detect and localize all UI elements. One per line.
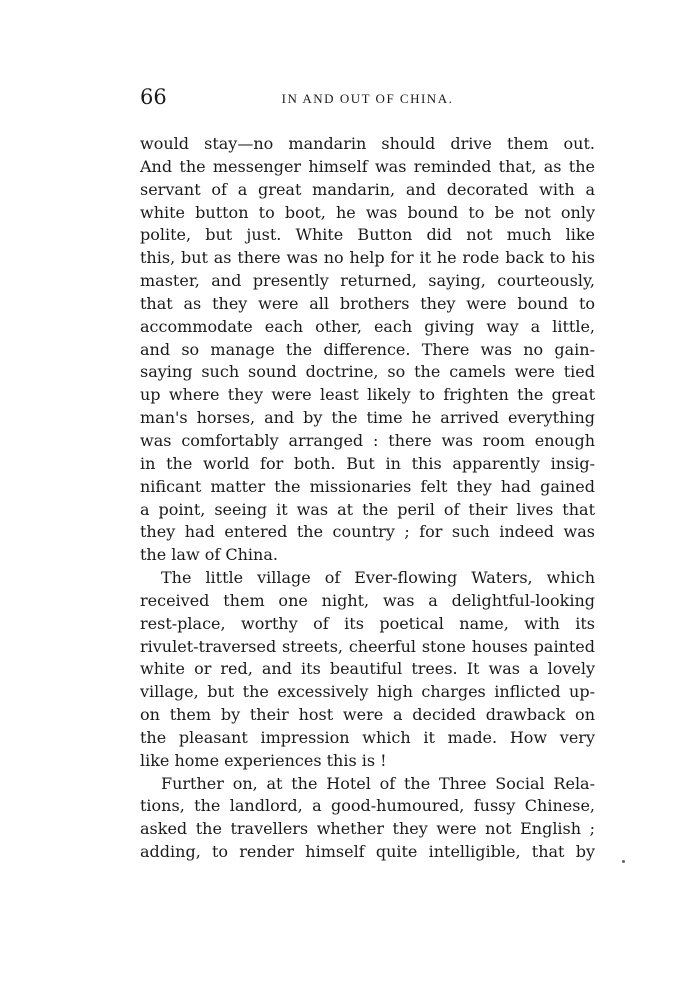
text-line: accommodate each other, each giving way a little, <box>140 316 595 336</box>
text-line: they had entered the country ; for such indeed was <box>140 522 595 542</box>
text-line: like home experiences this is ! <box>140 750 387 770</box>
text-line: received them one night, was a delightful-looking <box>140 590 595 610</box>
text-line: the law of China. <box>140 545 278 565</box>
text-line: saying such sound doctrine, so the camels were tied <box>140 362 595 382</box>
text-line: village, but the excessively high charges inflicted up- <box>140 682 595 702</box>
text-line: tions, the landlord, a good-humoured, fussy Chinese, <box>140 796 595 816</box>
page-number: 66 <box>140 85 167 109</box>
text-line: was comfortably arranged : there was room enough <box>140 430 595 450</box>
text-line: white button to boot, he was bound to be not only <box>140 202 595 222</box>
print-speck <box>622 860 625 863</box>
body-text <box>140 133 595 864</box>
text-line: the pleasant impression which it made. How very <box>140 727 595 747</box>
text-line: this, but as there was no help for it he rode back to his <box>140 248 595 268</box>
text-line: rivulet-traversed streets, cheerful stone houses painted <box>140 636 595 656</box>
paragraph <box>140 773 595 864</box>
paragraph <box>140 133 595 567</box>
text-line: nificant matter the missionaries felt they had gained <box>140 476 595 496</box>
text-line: rest-place, worthy of its poetical name, with its <box>140 613 595 633</box>
text-line: up where they were least likely to frighten the great <box>140 385 595 405</box>
running-head: IN AND OUT OF CHINA. <box>281 91 454 106</box>
text-line: in the world for both. But in this apparently insig- <box>140 453 595 473</box>
page-header <box>140 85 595 115</box>
text-line: and so manage the difference. There was no gain- <box>140 339 595 359</box>
text-line: polite, but just. White Button did not much like <box>140 225 595 245</box>
text-line: The little village of Ever-flowing Waters, which <box>161 568 595 588</box>
text-line: would stay—no mandarin should drive them out. <box>140 134 595 153</box>
text-line: man's horses, and by the time he arrived everything <box>140 408 595 428</box>
text-line: that as they were all brothers they were bound to <box>140 293 595 313</box>
text-line: adding, to render himself quite intelligible, that by <box>140 842 595 862</box>
text-line: asked the travellers whether they were not English ; <box>140 819 595 839</box>
text-line: servant of a great mandarin, and decorated with a <box>140 179 595 199</box>
text-line: a point, seeing it was at the peril of their lives that <box>140 499 595 519</box>
paragraph <box>140 567 595 773</box>
text-line: master, and presently returned, saying, courteously, <box>140 271 595 291</box>
text-line: And the messenger himself was reminded that, as the <box>140 156 595 176</box>
text-line: Further on, at the Hotel of the Three Social Rela- <box>161 773 595 793</box>
text-line: white or red, and its beautiful trees. It was a lovely <box>140 659 595 679</box>
text-line: on them by their host were a decided drawback on <box>140 705 595 725</box>
